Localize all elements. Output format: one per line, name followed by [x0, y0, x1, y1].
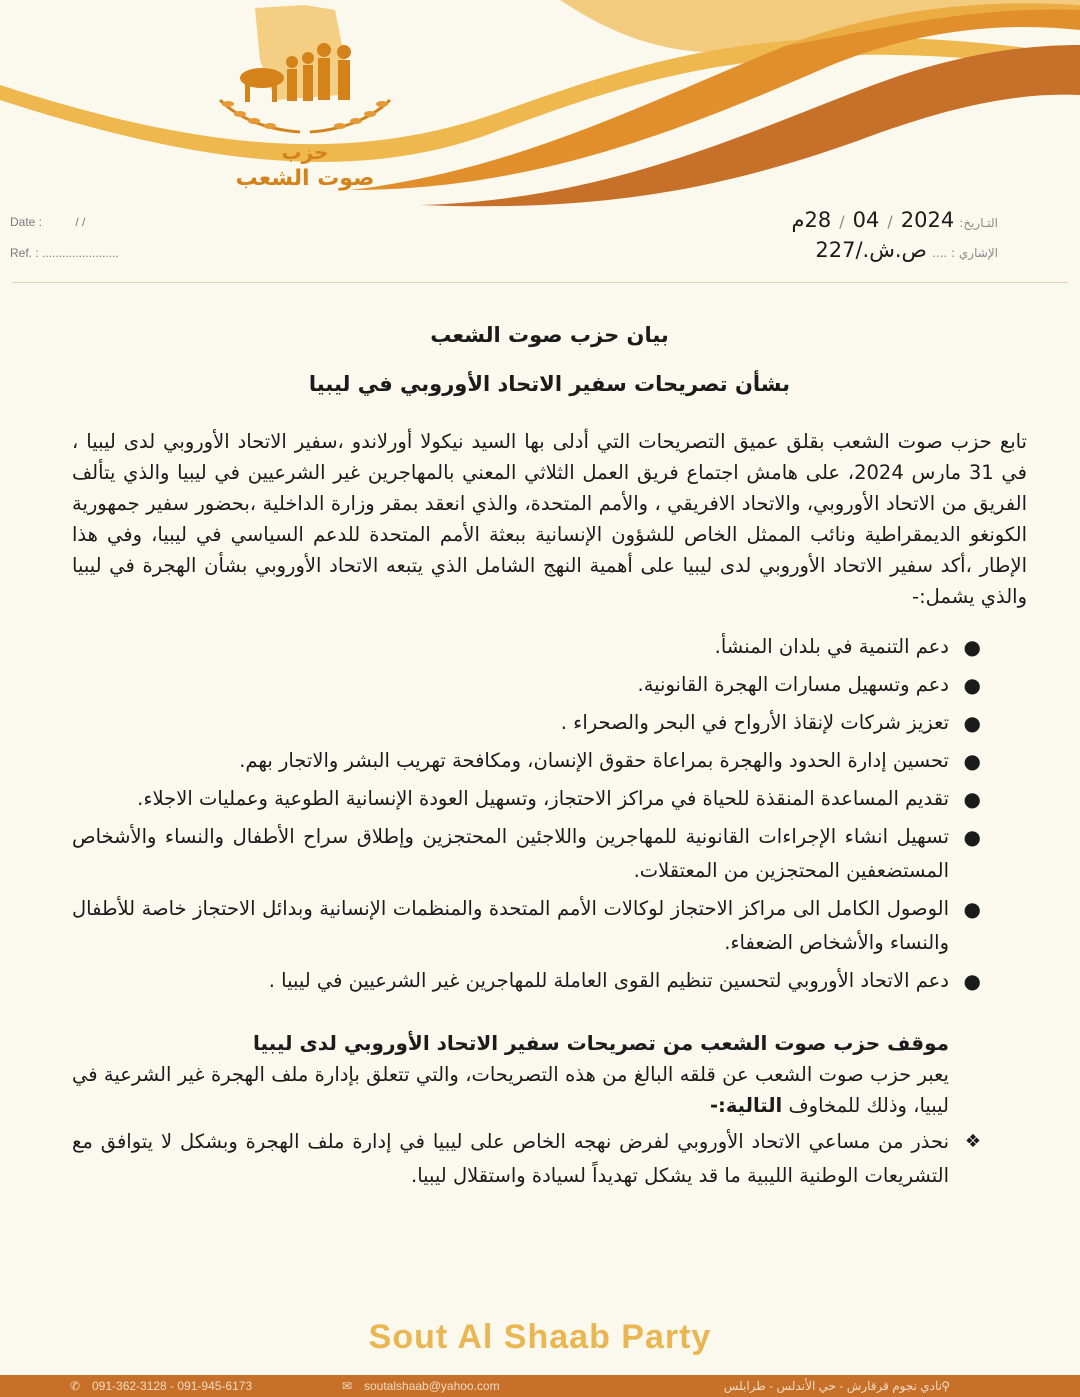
date-slashes-en: / / [75, 215, 86, 229]
bullet-icon: ● [963, 635, 981, 659]
diamond-bullet-icon: ❖ [964, 1131, 981, 1152]
date-day: 28 [804, 208, 832, 232]
header-divider [12, 282, 1068, 283]
statement-title: بيان حزب صوت الشعب [430, 323, 669, 347]
date-label-en: Date : [10, 215, 43, 229]
bullet-icon: ● [963, 825, 981, 849]
approach-list [72, 630, 1027, 998]
footer-phones: 091-362-3128 - 091-945-6173 [92, 1379, 253, 1393]
list-item-text: دعم التنمية في بلدان المنشأ. [714, 635, 949, 658]
list-item-text: تحسين إدارة الحدود والهجرة بمراعاة حقوق الإنسان، ومكافحة تهريب البشر والاتجار بهم. [239, 749, 949, 772]
statement-body [72, 320, 1027, 1193]
bullet-icon: ● [963, 969, 981, 993]
email-icon: ✉ [342, 1379, 353, 1393]
date-year: 2024م [791, 208, 955, 232]
date-field-ar: التـاريخ: 28 / 04 /2024م [791, 208, 998, 232]
list-item-text: تقديم المساعدة المنقذة للحياة في مراكز الاحتجاز، وتسهيل العودة الإنسانية الطوعية وعمليات الاجلاء. [137, 787, 949, 810]
bullet-icon: ● [963, 897, 981, 921]
logo-emblem [200, 0, 410, 140]
position-text-bold: التالية:- [709, 1094, 783, 1117]
footer-address: نادي نجوم قرقارش - حي الأندلس - طرابلس [723, 1379, 942, 1393]
list-item [72, 706, 1027, 740]
position-paragraph [72, 1059, 949, 1121]
list-item [72, 964, 1027, 998]
footer-contact-band [0, 1375, 1080, 1397]
footer-email: soutalshaab@yahoo.com [364, 1379, 500, 1393]
header-swoosh-art [0, 0, 1080, 210]
party-logo [200, 0, 410, 200]
list-item [72, 820, 1027, 888]
logo-line2: صوت الشعب [235, 166, 375, 191]
ref-field-en: Ref. : ....................... [10, 246, 119, 260]
list-item-text: دعم الاتحاد الأوروبي لتحسين تنظيم القوى العاملة للمهاجرين غير الشرعيين في ليبيا . [268, 969, 949, 992]
date-month: 04 [852, 208, 880, 232]
position-text: يعبر حزب صوت الشعب عن قلقه البالغ من هذه التصريحات، والتي تتعلق بإدارة ملف الهجرة غير الشرعية في ليبيا، وذلك للمخاوف [72, 1063, 949, 1117]
position-heading: موقف حزب صوت الشعب من تصريحات سفير الاتحاد الأوروبي لدى ليبيا [252, 1031, 949, 1055]
list-item [72, 744, 1027, 778]
list-item [72, 668, 1027, 702]
statement-subtitle: بشأن تصريحات سفير الاتحاد الأوروبي في ليبيا [308, 372, 791, 396]
logo-line1: حزب [281, 140, 329, 164]
list-item [72, 782, 1027, 816]
list-item-text: دعم وتسهيل مسارات الهجرة القانونية. [637, 673, 949, 696]
list-item-text: الوصول الكامل الى مراكز الاحتجاز لوكالات الأمم المتحدة والمنظمات الإنسانية وبدائل الاحتجاز خاصة للأطفال والنساء والأشخاص الضعفاء. [72, 897, 949, 954]
ref-value-ar: ص.ش./227 [815, 238, 927, 262]
phone-icon: ✆ [70, 1379, 81, 1393]
bullet-icon: ● [963, 711, 981, 735]
bullet-icon: ● [963, 673, 981, 697]
date-field-en [10, 215, 85, 229]
date-label-ar: التـاريخ: [959, 216, 998, 230]
ref-field-ar [815, 238, 998, 262]
list-item-text: تعزيز شركات لإنقاذ الأرواح في البحر والصحراء . [560, 711, 949, 734]
location-pin-icon: ⚲ [941, 1379, 950, 1393]
warning-item [72, 1125, 1027, 1193]
ref-label-ar: الإشاري : .... [931, 246, 998, 260]
list-item-text: تسهيل انشاء الإجراءات القانونية للمهاجرين واللاجئين المحتجزين وإطلاق سراح الأطفال والنساء والأشخاص المستضعفين المحتجزين من المعتقلات. [72, 825, 949, 882]
bullet-icon: ● [963, 749, 981, 773]
list-item [72, 892, 1027, 960]
bullet-icon: ● [963, 787, 981, 811]
warning-text: نحذر من مساعي الاتحاد الأوروبي لفرض نهجه الخاص على ليبيا في إدارة ملف الهجرة وبشكل لا يتوافق مع التشريعات الوطنية الليبية ما قد يشكل تهديداً لسيادة واستقلال ليبيا. [72, 1130, 949, 1187]
footer-brand: Sout Al Shaab Party [368, 1318, 712, 1356]
intro-paragraph: تابع حزب صوت الشعب بقلق عميق التصريحات التي أدلى بها السيد نيكولا أورلاندو ،سفير الاتحاد الأوروبي لدى ليبيا ، في 31 مارس 2024، على هامش اجتماع فريق العمل الثلاثي المعني بالمهاجرين غير الشرعيين في ليبيا والذي يتألف الفريق من الاتحاد الأوروبي، والاتحاد الافريقي ، والأمم المتحدة، والذي انعقد بمقر وزارة الداخلية ،بحضور سفير جمهورية الكونغو الديمقراطية ونائب الممثل الخاص للشؤون الإنسانية ببعثة الأمم المتحدة للدعم السياسي في ليبيا، وفي هذا الإطار ،أكد سفير الاتحاد الأوروبي لدى ليبيا على أهمية النهج الشامل الذي يتبعه الاتحاد الأوروبي بشأن الهجرة في ليبيا والذي يشمل:- [72, 430, 1027, 608]
list-item [72, 630, 1027, 664]
